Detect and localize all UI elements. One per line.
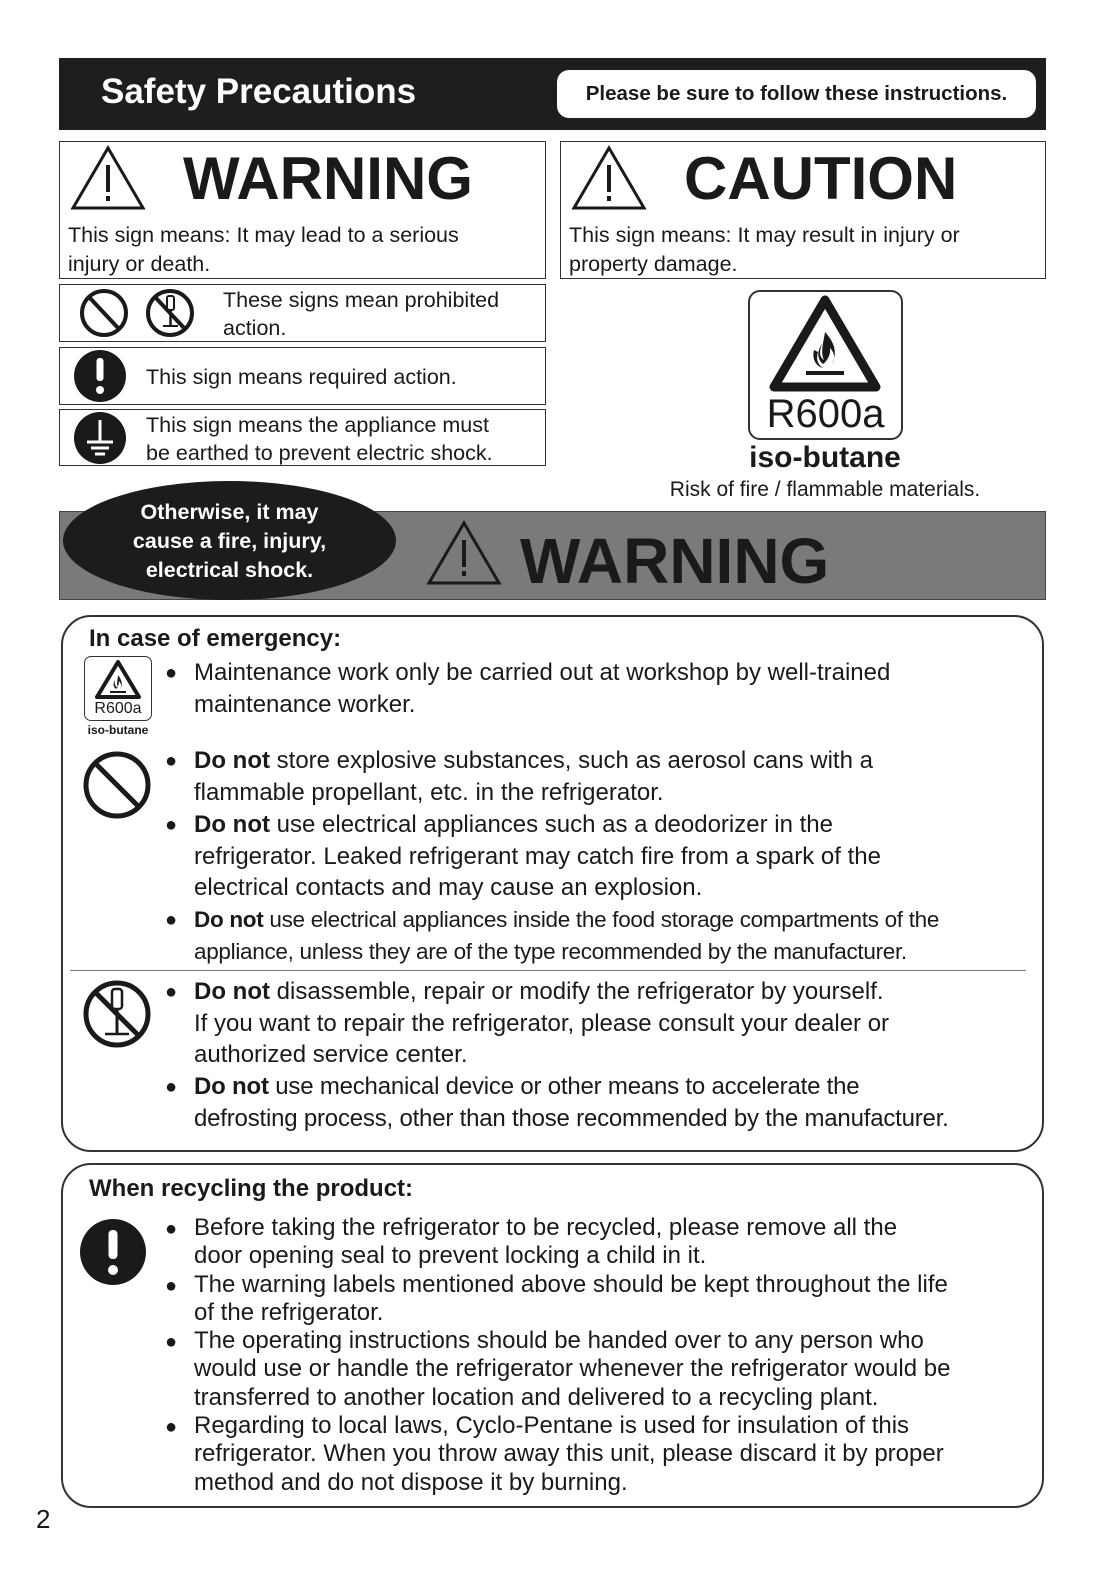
warning-description	[68, 221, 459, 279]
item-text: use electrical appliances inside the food storage compartments of the	[263, 907, 940, 932]
item-line: The operating instructions should be handed over to any person who	[194, 1327, 924, 1354]
refrigerant-code: R600a	[766, 392, 885, 436]
banner-warning-word: WARNING	[520, 525, 830, 597]
ground-icon	[72, 411, 128, 465]
recycling-item-3	[194, 1327, 950, 1412]
item-line: appliance, unless they are of the type recommended by the manufacturer.	[194, 938, 907, 964]
item-line: The warning labels mentioned above should be kept throughout the life	[194, 1271, 948, 1298]
do-not-emphasis: Do not	[194, 978, 270, 1005]
legend-line: These signs mean prohibited	[223, 288, 500, 312]
item-line	[194, 1071, 949, 1103]
caution-desc-line: This sign means: It may result in injury or	[569, 223, 960, 247]
small-refrigerant-name: iso-butane	[87, 723, 149, 737]
item-line: electrical contacts and may cause an explosion.	[194, 874, 703, 901]
recycling-mandatory-icon	[78, 1218, 148, 1286]
item-line	[194, 809, 881, 841]
emergency-heading: In case of emergency:	[89, 625, 342, 652]
item-line: Regarding to local laws, Cyclo-Pentane is used for insulation of this	[194, 1412, 910, 1439]
legend-line: be earthed to prevent electric shock.	[146, 441, 493, 465]
header-note: Please be sure to follow these instructions.	[557, 70, 1036, 118]
emergency-prohibited-icon	[81, 750, 153, 820]
caution-desc-line: property damage.	[569, 252, 738, 276]
recycling-item-1	[194, 1214, 897, 1271]
legend-line: action.	[223, 316, 287, 340]
small-refrigerant-code: R600a	[94, 700, 142, 717]
consequence-line: Otherwise, it may	[140, 500, 319, 524]
emergency-item-1	[194, 657, 890, 720]
legend-prohibited-text	[223, 286, 499, 342]
item-line: Before taking the refrigerator to be recycled, please remove all the	[194, 1214, 898, 1241]
item-line	[194, 904, 939, 936]
bullet: ●	[165, 981, 178, 1003]
item-line: maintenance worker.	[194, 690, 416, 718]
item-line: method and do not dispose it by burning.	[194, 1468, 628, 1496]
bullet: ●	[165, 750, 178, 772]
warning-desc-line: injury or death.	[68, 252, 211, 276]
bullet: ●	[165, 1218, 178, 1240]
no-disassembly-icon	[143, 288, 197, 338]
recycling-item-2	[194, 1271, 948, 1328]
flammable-triangle-icon	[768, 294, 882, 394]
legend-earth-text	[146, 411, 493, 467]
emergency-item-5	[194, 976, 889, 1071]
bullet: ●	[165, 1331, 178, 1353]
caution-word: CAUTION	[684, 145, 958, 212]
warning-desc-line: This sign means: It may lead to a serious	[68, 223, 459, 247]
item-line: refrigerator. When you throw away this unit, please discard it by proper	[194, 1440, 944, 1468]
bullet: ●	[165, 814, 178, 836]
page-number: 2	[36, 1504, 51, 1534]
item-line: Maintenance work only be carried out at workshop by well-trained	[194, 659, 891, 686]
refrigerant-name: iso-butane	[749, 441, 901, 474]
item-text: use mechanical device or other means to accelerate the	[268, 1073, 860, 1100]
item-line: refrigerator. Leaked refrigerant may catch fire from a spark of the	[194, 842, 881, 870]
do-not-emphasis: Do not	[194, 747, 270, 774]
emergency-item-3	[194, 809, 881, 904]
prohibited-icon	[77, 288, 131, 338]
emergency-item-6	[194, 1071, 949, 1134]
item-line: transferred to another location and delivered to a recycling plant.	[194, 1383, 879, 1411]
bullet: ●	[165, 1275, 178, 1297]
recycling-item-4	[194, 1412, 944, 1497]
item-line: If you want to repair the refrigerator, please consult your dealer or	[194, 1009, 890, 1037]
bullet: ●	[165, 1076, 178, 1098]
emergency-item-4	[194, 904, 939, 967]
item-line	[194, 976, 889, 1008]
item-line: defrosting process, other than those recommended by the manufacturer.	[194, 1104, 949, 1132]
item-line: of the refrigerator.	[194, 1299, 384, 1327]
do-not-emphasis: Do not	[194, 811, 270, 838]
do-not-emphasis: Do not	[194, 907, 264, 932]
mandatory-action-icon	[72, 349, 128, 403]
warning-triangle-icon	[70, 145, 146, 211]
item-text: use electrical appliances such as a deodorizer in the	[269, 811, 833, 838]
caution-description	[569, 221, 960, 279]
bullet: ●	[165, 662, 178, 684]
item-text: disassemble, repair or modify the refrigerator by yourself.	[269, 978, 884, 1005]
consequence-line: cause a fire, injury,	[132, 529, 327, 553]
bullet: ●	[165, 909, 178, 931]
item-line	[194, 745, 873, 777]
section-divider	[70, 970, 1026, 971]
emergency-no-disassembly-icon	[81, 979, 153, 1049]
item-line: flammable propellant, etc. in the refrigerator.	[194, 778, 664, 806]
refrigerant-risk: Risk of fire / flammable materials.	[669, 478, 981, 501]
item-line: would use or handle the refrigerator whenever the refrigerator would be	[194, 1355, 951, 1383]
item-line: authorized service center.	[194, 1041, 468, 1068]
page-title: Safety Precautions	[101, 72, 417, 111]
banner-warning-triangle-icon	[426, 520, 502, 586]
legend-required-text: This sign means required action.	[146, 365, 457, 389]
bullet: ●	[165, 1416, 178, 1438]
consequence-line: electrical shock.	[145, 558, 314, 582]
caution-triangle-icon	[571, 145, 647, 211]
emergency-item-2	[194, 745, 873, 808]
consequence-text	[63, 498, 396, 585]
do-not-emphasis: Do not	[194, 1073, 269, 1100]
recycling-heading: When recycling the product:	[89, 1175, 414, 1202]
small-flammable-icon	[94, 659, 142, 701]
item-text: store explosive substances, such as aerosol cans with a	[269, 747, 873, 774]
legend-line: This sign means the appliance must	[146, 413, 489, 437]
warning-word: WARNING	[183, 145, 473, 212]
item-line: door opening seal to prevent locking a child in it.	[194, 1242, 707, 1270]
